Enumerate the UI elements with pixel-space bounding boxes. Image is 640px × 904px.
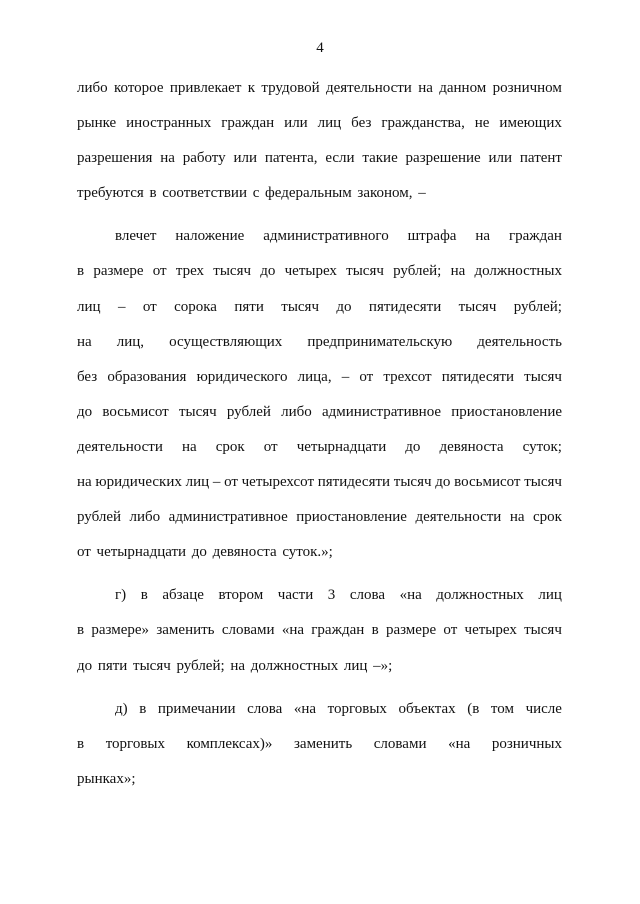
- word: от: [142, 298, 157, 315]
- paragraph: [77, 692, 562, 797]
- word: от: [77, 544, 91, 561]
- word: законом,: [357, 185, 413, 202]
- word: на: [77, 474, 92, 491]
- word: слова: [247, 700, 283, 717]
- word: в: [77, 622, 85, 639]
- word: до: [336, 298, 352, 315]
- word: в: [149, 185, 157, 202]
- word: данном: [439, 80, 487, 96]
- word: суток.»;: [282, 544, 333, 561]
- word: административное: [321, 403, 442, 420]
- text-line: [77, 254, 562, 289]
- text-line: [77, 395, 562, 430]
- word: если: [325, 150, 355, 167]
- word: девяноста: [439, 438, 504, 455]
- word: или: [488, 150, 513, 167]
- word: должностных: [250, 657, 339, 674]
- text-line: [77, 500, 562, 535]
- word: лиц: [343, 657, 368, 674]
- word: до: [260, 263, 276, 280]
- word: рублей: [226, 403, 271, 420]
- word: розничных: [491, 735, 562, 752]
- word: должностных: [474, 263, 562, 280]
- word: приостановление: [296, 509, 407, 526]
- word: либо: [281, 403, 312, 420]
- text-line: [77, 71, 562, 106]
- word: рынках»;: [77, 770, 136, 787]
- word: 3: [327, 587, 336, 604]
- word: на: [77, 333, 92, 350]
- text-line: [77, 762, 562, 797]
- word: тысяч: [178, 403, 217, 420]
- word: разрешения: [77, 150, 153, 167]
- text-line: [77, 141, 562, 176]
- word: привлекает: [169, 80, 242, 96]
- word: втором: [218, 587, 264, 604]
- word: осуществляющих: [169, 333, 283, 350]
- word: тысяч: [346, 263, 384, 280]
- word: размере»: [91, 622, 150, 639]
- word: –: [418, 185, 426, 202]
- word: до: [405, 438, 421, 455]
- word: «на: [448, 735, 471, 752]
- text-line: [77, 325, 562, 360]
- word: на: [450, 263, 466, 280]
- word: до: [191, 544, 207, 561]
- word: (в: [467, 700, 480, 717]
- word: гражданства,: [381, 115, 465, 132]
- text-line: [77, 290, 562, 325]
- word: требуются: [77, 185, 144, 202]
- word: тысяч: [133, 657, 171, 674]
- word: на: [475, 228, 491, 245]
- word: числе: [525, 700, 562, 717]
- word: разрешение: [405, 150, 481, 167]
- word: в: [140, 587, 148, 604]
- word: на: [160, 150, 175, 167]
- word: от: [224, 474, 238, 491]
- word: четырнадцати: [96, 544, 187, 561]
- word: четырехсот: [241, 474, 315, 491]
- paragraph: [77, 219, 562, 570]
- word: розничном: [492, 80, 562, 96]
- word: деятельности: [415, 509, 502, 526]
- word: пяти: [97, 657, 128, 674]
- word: не: [474, 115, 490, 132]
- word: патент: [519, 150, 562, 167]
- word: рублей;: [393, 263, 442, 280]
- word: без: [77, 368, 98, 385]
- word: лиц,: [116, 333, 145, 350]
- word: д): [115, 700, 128, 717]
- text-line: [77, 176, 562, 211]
- text-line: [77, 535, 562, 570]
- word: четырех: [284, 263, 337, 280]
- word: предпринимательскую: [307, 333, 453, 350]
- word: восьмисот: [454, 474, 521, 491]
- document-body: [77, 71, 562, 797]
- word: либо: [77, 80, 108, 96]
- word: в: [77, 263, 85, 280]
- word: рублей;: [513, 298, 562, 315]
- word: срок: [215, 438, 245, 455]
- text-line: [77, 692, 562, 727]
- paragraph-gap: [77, 570, 562, 578]
- word: «на: [293, 700, 317, 717]
- word: слова: [349, 587, 386, 604]
- word: торговых: [327, 700, 387, 717]
- word: трудовой: [261, 80, 320, 96]
- text-line: [77, 578, 562, 613]
- word: заменить: [156, 622, 215, 639]
- text-line: [77, 430, 562, 465]
- word: работу: [182, 150, 226, 167]
- word: лиц: [317, 115, 342, 132]
- word: «на: [399, 587, 422, 604]
- word: лица,: [297, 368, 332, 385]
- word: до: [77, 657, 93, 674]
- page-number: 4: [316, 40, 324, 56]
- word: штрафа: [407, 228, 457, 245]
- word: деятельности: [325, 80, 412, 96]
- word: пяти: [234, 298, 264, 315]
- text-line: [77, 727, 562, 762]
- word: соответствии: [162, 185, 247, 202]
- word: трех: [175, 263, 205, 280]
- word: рублей;: [176, 657, 225, 674]
- word: на: [418, 80, 433, 96]
- word: граждан: [221, 115, 275, 132]
- word: –: [212, 474, 221, 491]
- word: до: [435, 474, 451, 491]
- word: «на: [281, 622, 304, 639]
- word: административное: [168, 509, 288, 526]
- word: девяноста: [212, 544, 277, 561]
- word: тысяч: [393, 474, 432, 491]
- word: граждан: [508, 228, 562, 245]
- word: тысяч: [524, 368, 562, 385]
- text-line: [77, 106, 562, 141]
- word: –: [117, 298, 126, 315]
- word: лиц: [185, 474, 210, 491]
- word: с: [252, 185, 260, 202]
- word: словами: [373, 735, 427, 752]
- word: патента,: [264, 150, 318, 167]
- text-line: [77, 219, 562, 254]
- word: пятидесяти: [317, 474, 391, 491]
- word: –: [341, 368, 350, 385]
- word: сорока: [174, 298, 217, 315]
- word: должностных: [436, 587, 524, 604]
- text-line: [77, 613, 562, 648]
- text-line: [77, 360, 562, 395]
- word: в: [139, 700, 147, 717]
- word: примечании: [157, 700, 236, 717]
- word: на: [230, 657, 246, 674]
- word: или: [233, 150, 258, 167]
- word: абзаце: [162, 587, 204, 604]
- word: восьмисот: [102, 403, 169, 420]
- word: административного: [263, 228, 389, 245]
- word: влечет: [115, 228, 157, 245]
- word: словами: [221, 622, 275, 639]
- word: тысяч: [458, 298, 497, 315]
- word: к: [247, 80, 256, 96]
- word: тысяч: [213, 263, 252, 280]
- word: размере: [93, 263, 144, 280]
- paragraph-gap: [77, 684, 562, 692]
- word: в: [371, 622, 379, 639]
- word: в: [77, 735, 85, 752]
- word: пятидесяти: [441, 368, 515, 385]
- word: которое: [114, 80, 164, 96]
- paragraph-gap: [77, 211, 562, 219]
- word: торговых: [105, 735, 165, 752]
- word: от: [359, 368, 374, 385]
- word: размере: [385, 622, 437, 639]
- word: от: [152, 263, 167, 280]
- word: приостановление: [451, 403, 562, 420]
- word: срок: [532, 509, 562, 526]
- word: граждан: [311, 622, 365, 639]
- word: суток;: [522, 438, 562, 455]
- paragraph: [77, 71, 562, 211]
- word: четырнадцати: [296, 438, 387, 455]
- word: имеющих: [499, 115, 562, 132]
- word: юридического: [196, 368, 288, 385]
- word: либо: [129, 509, 161, 526]
- word: части: [277, 587, 314, 604]
- word: тысяч: [524, 474, 562, 491]
- word: деятельность: [477, 333, 562, 350]
- word: четырех: [464, 622, 517, 639]
- text-line: [77, 465, 562, 500]
- word: юридических: [95, 474, 182, 491]
- word: такие: [362, 150, 398, 167]
- word: на: [181, 438, 197, 455]
- text-line: [77, 649, 562, 684]
- word: до: [77, 403, 93, 420]
- word: от: [263, 438, 278, 455]
- word: трехсот: [383, 368, 432, 385]
- word: наложение: [175, 228, 245, 245]
- word: рынке: [77, 115, 117, 132]
- word: заменить: [293, 735, 353, 752]
- word: федеральным: [265, 185, 352, 202]
- word: деятельности: [77, 438, 163, 455]
- word: иностранных: [126, 115, 212, 132]
- word: лиц: [77, 298, 101, 315]
- paragraph: [77, 578, 562, 683]
- word: образования: [107, 368, 187, 385]
- word: –»;: [373, 657, 393, 674]
- word: г): [115, 587, 127, 604]
- word: тысяч: [281, 298, 319, 315]
- word: рублей: [77, 509, 122, 526]
- word: объектах: [398, 700, 456, 717]
- word: без: [351, 115, 372, 132]
- word: или: [284, 115, 308, 132]
- word: пятидесяти: [368, 298, 442, 315]
- word: том: [490, 700, 514, 717]
- word: тысяч: [524, 622, 562, 639]
- word: от: [443, 622, 458, 639]
- word: лиц: [538, 587, 562, 604]
- word: комплексах)»: [186, 735, 273, 752]
- word: на: [509, 509, 525, 526]
